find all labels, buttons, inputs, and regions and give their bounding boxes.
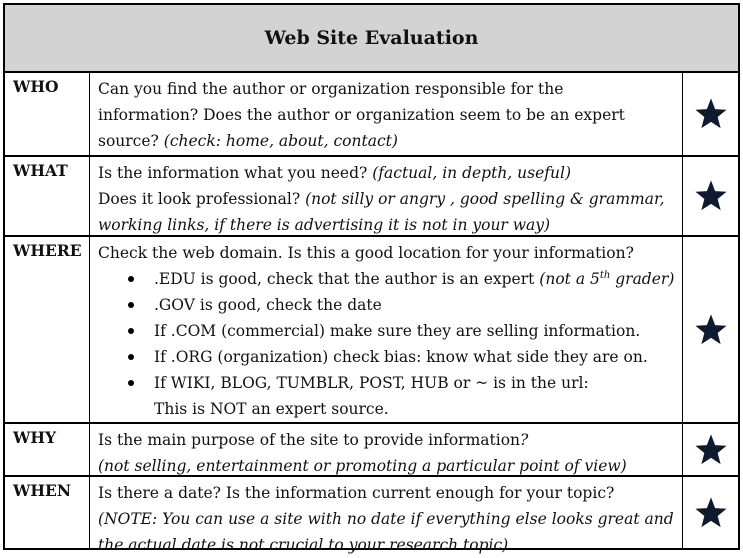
row-label: WHAT [5, 157, 90, 235]
hint-text: (not selling, entertainment or promoting a particular point of view) [98, 457, 627, 475]
list-item [98, 266, 682, 292]
text-segment: Does it look professional? [98, 190, 306, 208]
text-segment: .GOV is good, check the date [154, 296, 382, 314]
text-line: Check the web domain. Is this a good location for your information? [98, 244, 634, 262]
table-title: Web Site Evaluation [5, 5, 738, 73]
row-when [5, 475, 738, 554]
text-segment: Is the information what you need? [98, 164, 373, 182]
rating-cell [683, 424, 738, 475]
rating-cell [683, 157, 738, 235]
hint-text: working links, if there is advertising it is not in your way) [98, 216, 551, 234]
list-item [98, 344, 682, 370]
star-icon [694, 179, 728, 213]
text-line: Is there a date? Is the information current enough for your topic? [98, 484, 615, 502]
star-icon [694, 433, 728, 467]
list-item [98, 318, 682, 344]
rating-cell [683, 477, 738, 548]
hint-text: (check: home, about, contact) [163, 132, 398, 150]
hint-text: ? [520, 431, 529, 449]
hint-text [539, 270, 674, 288]
star-icon [694, 496, 728, 530]
list-item [98, 370, 682, 422]
row-what [5, 155, 738, 235]
hint-text: (not silly or angry , good spelling & grammar, [305, 190, 665, 208]
text-line [98, 186, 682, 212]
row-label: WHO [5, 73, 90, 155]
bullet-icon [128, 302, 134, 308]
text-segment: If .COM (commercial) make sure they are selling information. [154, 322, 641, 340]
row-text [90, 157, 683, 235]
bullet-icon [128, 380, 134, 386]
text-segment: Is the main purpose of the site to provide information [98, 431, 521, 449]
text-segment: grader) [610, 270, 675, 288]
text-line: Can you find the author or organization responsible for the [98, 80, 564, 98]
star-icon [694, 97, 728, 131]
text-segment: (not a 5 [539, 270, 600, 288]
text-segment: If .ORG (organization) check bias: know what side they are on. [154, 348, 648, 366]
bullet-icon [128, 328, 134, 334]
superscript: th [599, 269, 611, 281]
text-line [98, 128, 682, 154]
hint-text: the actual date is not crucial to your research topic) [98, 536, 509, 554]
rating-cell [683, 73, 738, 155]
hint-text: (NOTE: You can use a site with no date if everything else looks great and [98, 510, 674, 528]
text-segment: .EDU is good, check that the author is an expert [154, 270, 540, 288]
bullet-icon [128, 354, 134, 360]
hint-text: (factual, in depth, useful) [372, 164, 571, 182]
row-label: WHEN [5, 477, 90, 548]
bullet-icon [128, 276, 134, 282]
row-label: WHERE [5, 237, 90, 422]
text-line [98, 427, 682, 453]
row-who [5, 73, 738, 155]
list-item [98, 292, 682, 318]
row-text [90, 73, 683, 155]
star-icon [694, 313, 728, 347]
text-segment: This is NOT an expert source. [154, 400, 389, 418]
row-text [90, 424, 683, 475]
evaluation-table [3, 3, 740, 554]
row-text [90, 237, 683, 422]
row-why [5, 422, 738, 475]
row-text [90, 477, 683, 554]
text-line: information? Does the author or organization seem to be an expert [98, 106, 625, 124]
row-where [5, 235, 738, 422]
text-line [98, 160, 682, 186]
text-segment: If WIKI, BLOG, TUMBLR, POST, HUB or ~ is in the url: [154, 374, 589, 392]
domain-list [98, 266, 682, 422]
text-segment: source? [98, 132, 164, 150]
row-label: WHY [5, 424, 90, 475]
rating-cell [683, 237, 738, 422]
